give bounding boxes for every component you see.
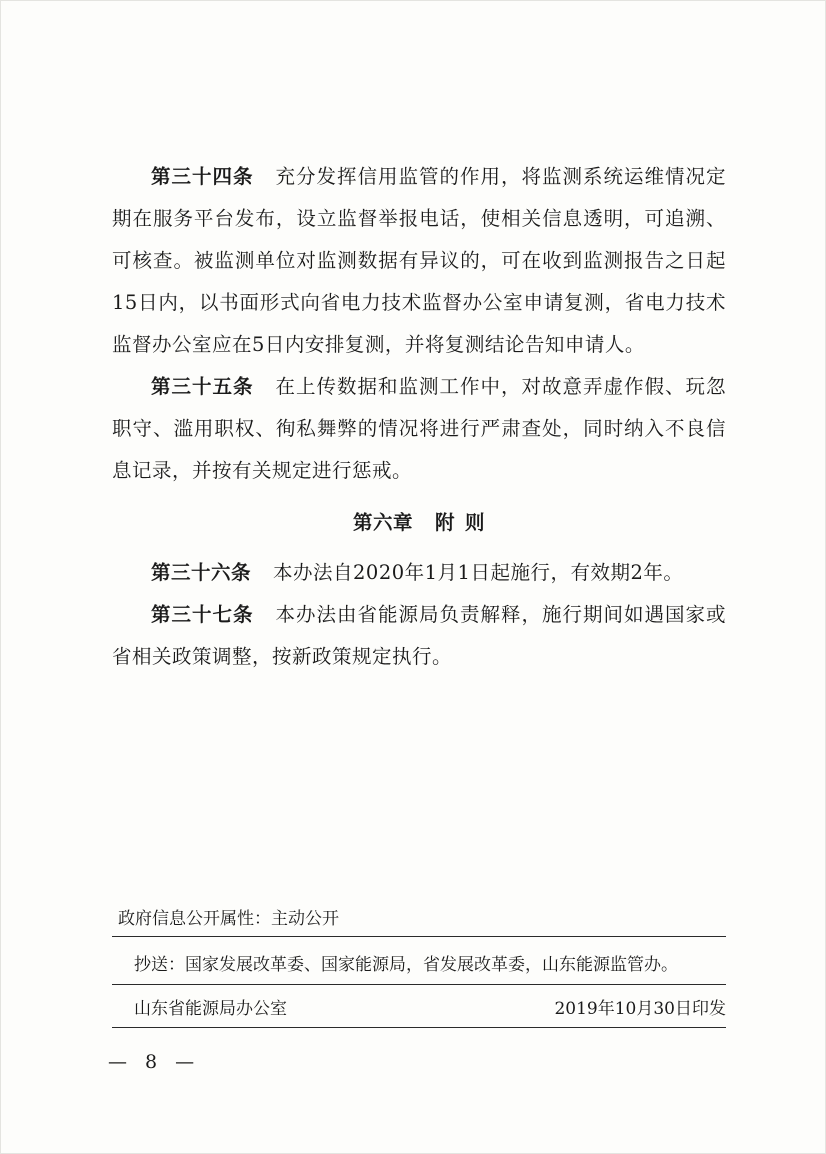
chapter-title-b: 则 <box>465 511 486 534</box>
document-body <box>112 156 726 678</box>
article-34-text: 充分发挥信用监管的作用，将监测系统运维情况定期在服务平台发布，设立监督举报电话，使相关信息透明，可追溯、可核查。被监测单位对监测数据有异议的，可在收到监测报告之日起15日内，以书面形式向省电力技术监督办公室申请复测，省电力技术监督办公室应在5日内安排复测，并将复测结论告知申请人。 <box>112 165 726 356</box>
article-35 <box>112 366 726 492</box>
article-34-title: 第三十四条 <box>151 165 254 188</box>
article-37 <box>112 594 726 678</box>
chapter-number: 第六章 <box>352 511 413 534</box>
issuing-office: 山东省能源局办公室 <box>134 999 287 1019</box>
footer-rule-top <box>112 936 726 937</box>
article-36-text: 本办法自2020年1月1日起施行，有效期2年。 <box>273 561 684 584</box>
article-37-text: 本办法由省能源局负责解释，施行期间如遇国家或省相关政策调整，按新政策规定执行。 <box>112 603 726 668</box>
footer-rule-middle <box>112 984 726 985</box>
cc-line: 抄送：国家发展改革委、国家能源局，省发展改革委，山东能源监管办。 <box>134 955 678 975</box>
issue-date: 2019年10月30日印发 <box>554 999 726 1019</box>
disclosure-attribute: 政府信息公开属性：主动公开 <box>118 909 339 929</box>
article-36 <box>112 552 726 594</box>
article-35-title: 第三十五条 <box>151 375 254 398</box>
article-34 <box>112 156 726 366</box>
chapter-heading <box>112 502 726 544</box>
article-35-text: 在上传数据和监测工作中，对故意弄虚作假、玩忽职守、滥用职权、徇私舞弊的情况将进行严肃查处，同时纳入不良信息记录，并按有关规定进行惩戒。 <box>112 375 726 482</box>
article-37-title: 第三十七条 <box>151 603 254 626</box>
article-36-title: 第三十六条 <box>151 561 252 584</box>
chapter-title-a: 附 <box>434 511 455 534</box>
page-number: — 8 — <box>108 1051 201 1073</box>
footer-rule-bottom <box>112 1027 726 1028</box>
